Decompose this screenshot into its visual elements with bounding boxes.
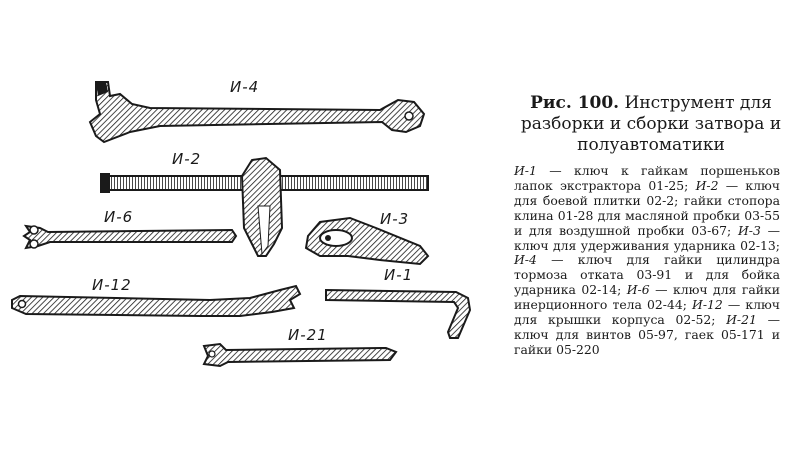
label-i6: И-6 (104, 208, 134, 226)
entry-text: — ключ для крышки корпуса 02-52; (514, 297, 780, 328)
entry-text: — ключ для винтов 05-97, гаек 05-171 и гайки 05-220 (514, 312, 780, 357)
label-i4: И-4 (230, 78, 260, 96)
entry-code: И-3 (737, 222, 761, 238)
label-i1: И-1 (384, 266, 414, 284)
caption-title (520, 93, 782, 156)
entry-text: — ключ к гайкам поршеньков лапок экстрактора 01-25; (514, 163, 780, 193)
figure-title: Инструмент для разборки и сборки затвора и полуавтоматики (520, 93, 782, 155)
entry-code: И-12 (692, 297, 723, 313)
entry-code: И-4 (514, 252, 537, 268)
caption-body (514, 164, 780, 358)
tool-i3-key (306, 218, 428, 264)
label-i21: И-21 (288, 326, 328, 344)
entry-text: — ключ для удерживания ударника 02-13; (514, 222, 780, 253)
entry-code: И-21 (726, 312, 757, 328)
tool-i12-spanner (12, 286, 300, 316)
entry-text: — ключ для боевой плитки 02-2; гайки стопора клина 01-28 для масляной пробки 03-55 и для воздушной пробки 03-67; (514, 177, 780, 238)
entry-code: И-1 (514, 163, 537, 178)
figure-number: Рис. 100. (530, 93, 620, 113)
entry-code: И-2 (695, 177, 719, 193)
tool-i6-wrench (24, 226, 236, 248)
tool-i21-wrench (204, 344, 396, 366)
entry-text: — ключ для гайки инерционного тела 02-44; (514, 282, 780, 313)
entry-text: — ключ для гайки цилиндра тормоза отката 03-91 и для бойка ударника 02-14; (514, 252, 780, 298)
tool-i1-key (326, 290, 470, 338)
label-i12: И-12 (92, 276, 132, 294)
label-i3: И-3 (380, 210, 410, 228)
entry-code: И-6 (626, 282, 650, 298)
label-i2: И-2 (172, 150, 202, 168)
